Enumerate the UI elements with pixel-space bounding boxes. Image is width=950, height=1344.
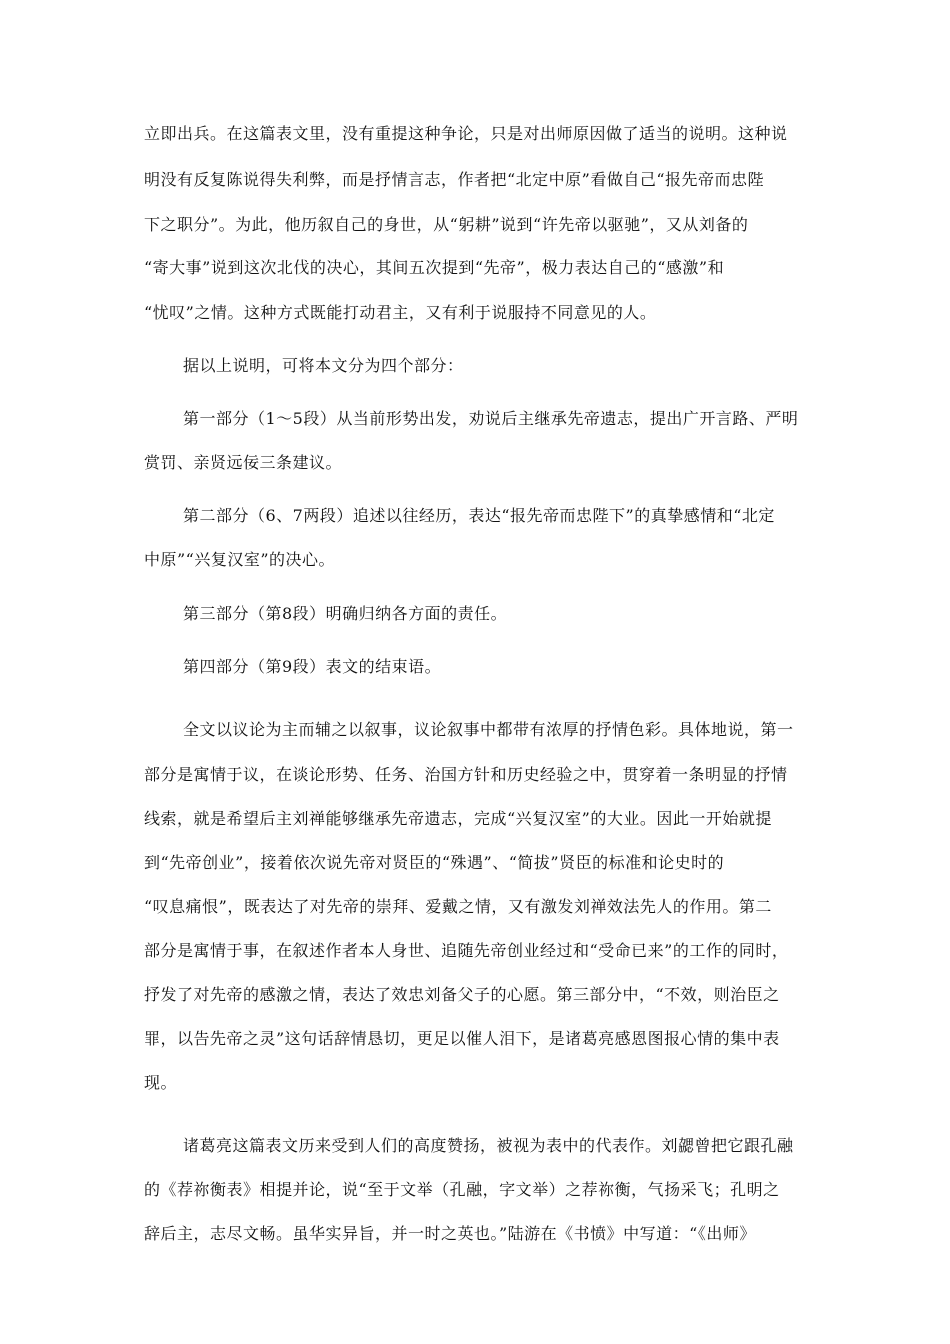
text-line: 部分是寓情于事，在叙述作者本人身世、追随先帝创业经过和“受命已来”的工作的同时， <box>144 941 789 960</box>
text-line: 赏罚、亲贤远佞三条建议。 <box>144 453 343 472</box>
text-line: 线索，就是希望后主刘禅能够继承先帝遗志，完成“兴复汉室”的大业。因此一开始就提 <box>144 809 772 828</box>
text-line: 诸葛亮这篇表文历来受到人们的高度赞扬，被视为表中的代表作。刘勰曾把它跟孔融 <box>183 1136 794 1155</box>
text-line: 第二部分（6、7两段）追述以往经历，表达“报先帝而忠陛下”的真挚感情和“北定 <box>183 506 775 525</box>
text-line: 明没有反复陈说得失利弊，而是抒情言志，作者把“北定中原”看做自己“报先帝而忠陛 <box>144 170 765 189</box>
text-line: 抒发了对先帝的感激之情，表达了效忠刘备父子的心愿。第三部分中，“不效，则治臣之 <box>144 985 780 1004</box>
text-line: 辞后主，志尽文畅。虽华实异旨，并一时之英也。”陆游在《书愤》中写道：“《出师》 <box>144 1224 756 1243</box>
text-line: “叹息痛恨”，既表达了对先帝的崇拜、爱戴之情，又有激发刘禅效法先人的作用。第二 <box>144 897 772 916</box>
text-line: 下之职分”。为此，他历叙自己的身世，从“躬耕”说到“许先帝以驱驰”，又从刘备的 <box>144 215 749 234</box>
text-line: 立即出兵。在这篇表文里，没有重提这种争论，只是对出师原因做了适当的说明。这种说 <box>144 124 788 143</box>
text-line: 的《荐祢衡表》相提并论，说“至于文举（孔融，字文举）之荐祢衡，气扬采飞；孔明之 <box>144 1180 780 1199</box>
text-line: 第一部分（1～5段）从当前形势出发，劝说后主继承先帝遗志，提出广开言路、严明 <box>183 409 799 428</box>
text-line: “寄大事”说到这次北伐的决心，其间五次提到“先帝”，极力表达自己的“感激”和 <box>144 258 725 277</box>
text-line: 据以上说明，可将本文分为四个部分： <box>183 356 464 375</box>
text-line: 罪，以告先帝之灵”这句话辞情恳切，更足以催人泪下，是诸葛亮感恩图报心情的集中表 <box>144 1029 780 1048</box>
text-line: 中原”“兴复汉室”的决心。 <box>144 550 336 569</box>
text-line: 部分是寓情于议，在谈论形势、任务、治国方针和历史经验之中，贯穿着一条明显的抒情 <box>144 765 788 784</box>
text-line: 到“先帝创业”，接着依次说先帝对贤臣的“殊遇”、“简拔”贤臣的标准和论史时的 <box>144 853 725 872</box>
text-line: 第三部分（第8段）明确归纳各方面的责任。 <box>183 604 508 623</box>
text-line: 第四部分（第9段）表文的结束语。 <box>183 657 442 676</box>
text-line: 现。 <box>144 1073 178 1092</box>
text-line: “忧叹”之情。这种方式既能打动君主，又有利于说服持不同意见的人。 <box>144 303 657 322</box>
text-line: 全文以议论为主而辅之以叙事，议论叙事中都带有浓厚的抒情色彩。具体地说，第一 <box>183 720 794 739</box>
